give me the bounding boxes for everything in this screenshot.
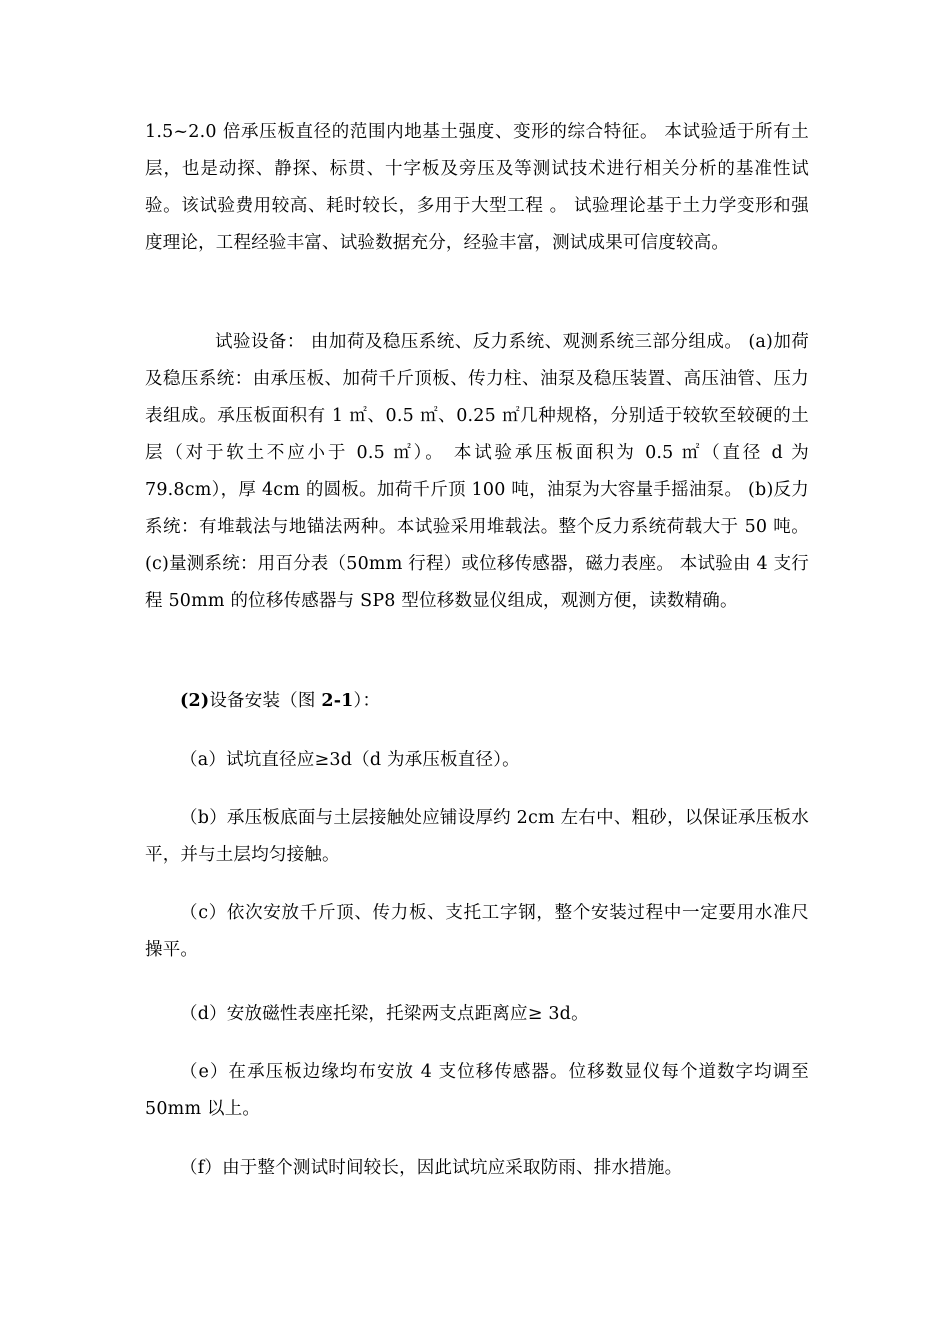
install-step-c: （c）依次安放千斤顶、传力板、支托工字钢，整个安装过程中一定要用水准尺操平。 (145, 903, 809, 960)
equipment-paragraph: 试验设备： 由加荷及稳压系统、反力系统、观测系统三部分组成。 (a)加荷及稳压系统：由承压板、加荷千斤顶板、传力柱、油泵及稳压装置、高压油管、压力表组成。承压板面积有 1 ㎡、0.5 ㎡、0.25 ㎡几种规格，分别适于较软至较硬的土层（对于软土不应小于 0.5 ㎡）。 本试验承压板面积为 0.5 ㎡（直径 d 为 79.8cm），厚 4cm 的圆板。加荷千斤顶 100 吨，油泵为大容量手摇油泵。 (b)反力系统：有堆载法与地锚法两种。本试验采用堆载法。整个反力系统荷载大于 50 吨。 (c)量测系统：用百分表（50mm 行程）或位移传感器，磁力表座。 本试验由 4 支行程 50mm 的位移传感器与 SP8 型位移数显仪组成，观测方便，读数精确。 (145, 332, 809, 611)
install-step-f: （f）由于整个测试时间较长，因此试坑应采取防雨、排水措施。 (180, 1158, 683, 1178)
installation-heading-figure-ref: 2-1 (321, 691, 354, 711)
installation-heading (180, 683, 809, 720)
installation-heading-number: (2) (180, 691, 210, 711)
intro-paragraph: 1.5~2.0 倍承压板直径的范围内地基土强度、变形的综合特征。 本试验适于所有土层，也是动探、静探、标贯、十字板及旁压及等测试技术进行相关分析的基准性试验。该试验费用较高、耗时较长，多用于大型工程 。 试验理论基于土力学变形和强度理论，工程经验丰富、试验数据充分，经验丰富，测试成果可信度较高。 (145, 122, 809, 253)
installation-heading-text-1: 设备安装（图 (209, 691, 322, 711)
install-step-d: （d）安放磁性表座托梁，托梁两支点距离应≥ 3d。 (180, 1004, 589, 1024)
install-step-a: （a）试坑直径应≥3d（d 为承压板直径）。 (180, 750, 520, 770)
install-step-b: （b）承压板底面与土层接触处应铺设厚约 2cm 左右中、粗砂，以保证承压板水平，并与土层均匀接触。 (145, 808, 809, 865)
installation-heading-text-2: ）： (353, 691, 381, 711)
install-step-e: （e）在承压板边缘均布安放 4 支位移传感器。位移数显仪每个道数字均调至 50mm 以上。 (145, 1062, 809, 1119)
